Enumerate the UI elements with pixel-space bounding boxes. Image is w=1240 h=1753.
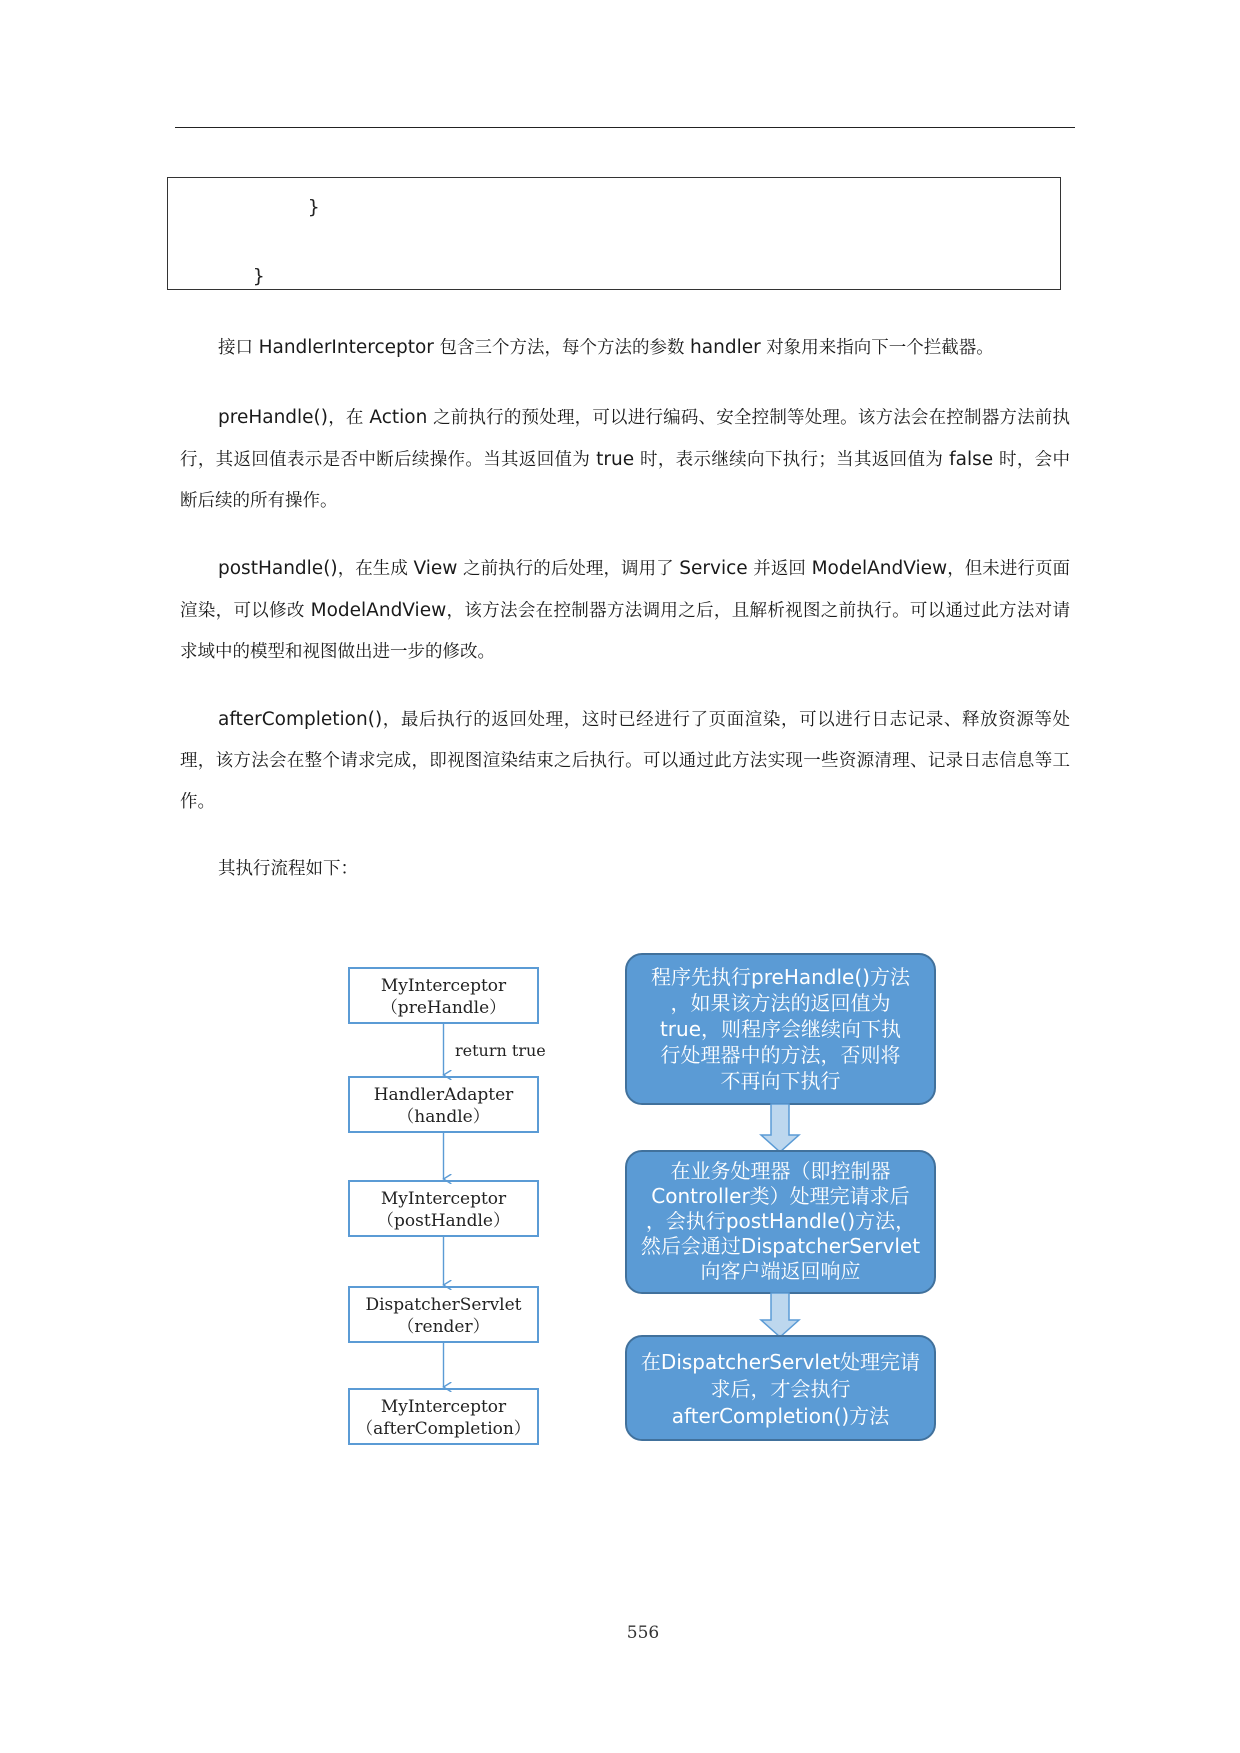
term: ModelAndView [811,558,948,579]
term: Action [369,407,428,428]
term: ModelAndView [310,600,447,621]
text: 时，会中断后续的所有操作。 [180,450,1071,511]
note-line: 程序先执行preHandle()方法 [651,965,910,989]
text: ，在 [328,408,370,428]
box-line1: DispatcherServlet [365,1295,522,1315]
text: 之前执行的预处理，可以进行编码、安全控制等处理。该方法会在控制器方法前执行，其返回值表示是否中断后续操作。当其返回值为 [180,408,1070,470]
note-prehandle [626,954,935,1104]
text: 时，表示继续向下执行；当其返回值为 [634,450,950,470]
note-posthandle [626,1151,935,1293]
term: postHandle() [218,558,338,579]
box-line2: （postHandle） [377,1211,510,1231]
note-line: 然后会通过DispatcherServlet [640,1234,921,1258]
edge-label-return-true: return true [455,1041,546,1060]
flow-box-handle [349,1077,538,1132]
term: View [413,558,458,579]
page-number: 556 [626,1623,660,1643]
box-line2: （handle） [397,1107,490,1127]
note-arrow [761,1293,799,1337]
note-line: true，则程序会继续向下执 [659,1017,902,1041]
note-line: 行处理器中的方法，否则将 [660,1043,901,1067]
box-line2: （render） [397,1317,490,1337]
term: true [596,449,635,470]
box-line2: （afterCompletion） [356,1419,531,1439]
note-line: 求后，才会执行 [710,1377,851,1401]
term: handler [690,337,761,358]
box-line1: MyInterceptor [380,976,507,996]
text: ，最后执行的返回处理，这时已经进行了页面渲染，可以进行日志记录、释放资源等处理，该方法会在整个请求完成，即视图渲染结束之后执行。可以通过此方法实现一些资源清理、记录日志信息等工作。 [180,710,1070,812]
text: 包含三个方法，每个方法的参数 [433,338,691,358]
text: ，但未进行页面渲染，可以修改 [180,559,1071,621]
note-line: afterCompletion()方法 [671,1404,890,1428]
flow-box-preHandle [349,968,538,1023]
paragraph-flow-intro: 其执行流程如下： [218,859,358,879]
code-closing-brace: } [308,196,320,218]
note-line: 不再向下执行 [720,1069,841,1093]
text: ，该方法会在控制器方法调用之后，且解析视图之前执行。可以通过此方法对请求域中的模型和视图做出进一步的修改。 [180,601,1070,662]
text: 对象用来指向下一个拦截器。 [760,338,994,358]
note-line: 在业务处理器（即控制器 [670,1159,891,1183]
box-line2: （preHandle） [380,998,507,1018]
flow-box-render [349,1287,538,1342]
term: preHandle() [218,407,328,428]
box-line1: HandlerAdapter [373,1085,514,1105]
term: Service [679,558,748,579]
text: 之前执行的后处理，调用了 [457,559,680,579]
term: afterCompletion() [218,709,383,730]
note-arrow [761,1104,799,1152]
term: HandlerInterceptor [258,337,434,358]
flow-box-afterCompletion [349,1389,538,1444]
note-line: 在DispatcherServlet处理完请 [640,1350,921,1374]
text: 并返回 [747,559,812,579]
text: 接口 [218,338,259,358]
box-line1: MyInterceptor [380,1189,507,1209]
note-line: ，会执行postHandle()方法， [645,1209,916,1233]
box-line1: MyInterceptor [380,1397,507,1417]
text: ，在生成 [337,559,414,579]
term: false [949,449,994,470]
code-closing-brace: } [253,265,265,287]
note-line: ，如果该方法的返回值为 [670,991,891,1015]
flow-box-postHandle [349,1181,538,1236]
note-line: Controller类）处理完请求后 [651,1184,910,1208]
note-aftercompletion [626,1336,935,1440]
note-line: 向客户端返回响应 [700,1259,861,1283]
